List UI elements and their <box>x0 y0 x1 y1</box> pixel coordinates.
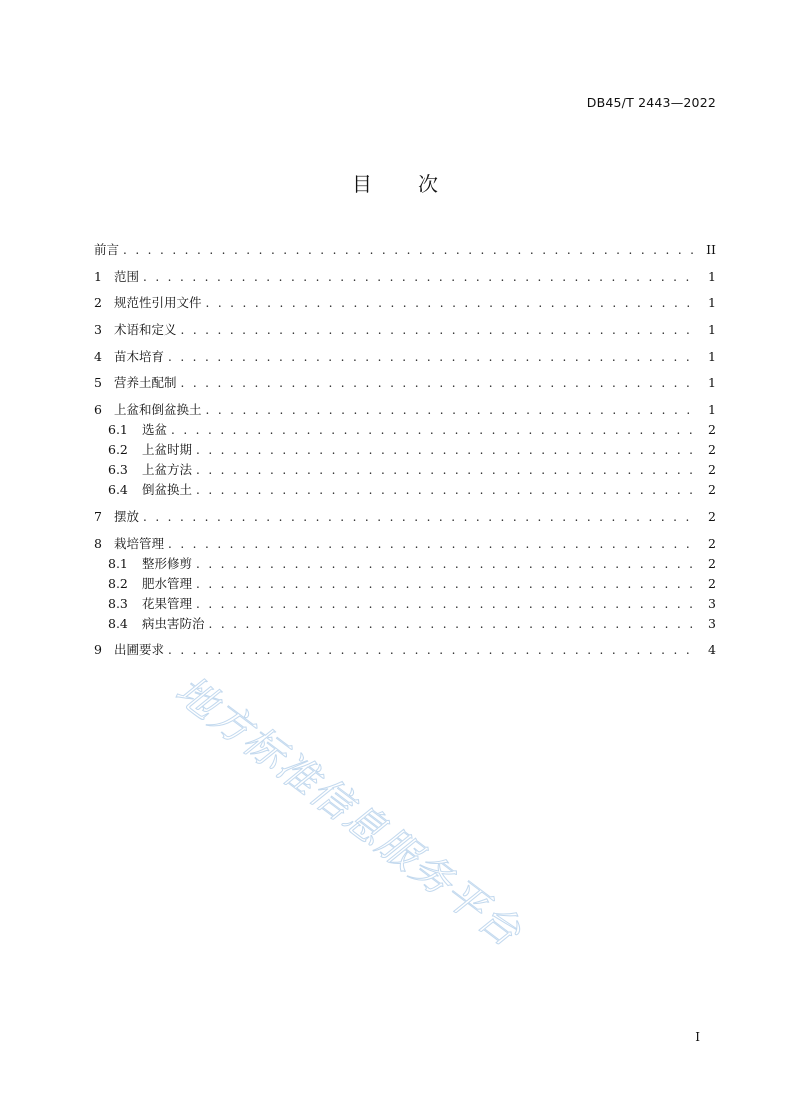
toc-entry-number: 9 <box>94 642 102 658</box>
toc-entry-page: 2 <box>708 508 716 524</box>
toc-entry-label: 选盆 <box>142 422 168 438</box>
toc-entry-label: 倒盆换土 <box>142 482 193 498</box>
toc-entry-label: 栽培管理 <box>114 535 165 551</box>
toc-entry-label: 病虫害防治 <box>142 615 205 631</box>
toc-title <box>0 168 792 197</box>
toc-entry-page: 1 <box>708 295 716 311</box>
toc-entry-label: 摆放 <box>114 508 140 524</box>
toc-entry-number: 8.1 <box>108 555 128 571</box>
document-code: DB45/T 2443—2022 <box>586 95 716 110</box>
toc-entry-number: 5 <box>94 375 102 391</box>
toc-entry[interactable] <box>94 347 716 367</box>
toc-entry[interactable] <box>94 594 716 614</box>
toc-entry-number: 7 <box>94 508 102 524</box>
toc-dot-leader <box>171 420 698 440</box>
toc-entry-page: 2 <box>708 482 716 498</box>
toc-entry[interactable] <box>94 267 716 287</box>
toc-entry[interactable] <box>94 460 716 480</box>
toc-entry-page: 2 <box>708 555 716 571</box>
toc-entry[interactable] <box>94 554 716 574</box>
toc-entry[interactable] <box>94 480 716 500</box>
toc-entry-page: 2 <box>708 462 716 478</box>
toc-entry[interactable] <box>94 640 716 660</box>
toc-entry-label: 肥水管理 <box>142 575 193 591</box>
toc-entry-label: 术语和定义 <box>114 322 177 338</box>
toc-entry-page: 1 <box>708 322 716 338</box>
toc-entry[interactable] <box>94 400 716 420</box>
toc-title-char-1: 目 <box>352 172 374 196</box>
toc-entry[interactable] <box>94 440 716 460</box>
toc-entry-number: 3 <box>94 322 102 338</box>
toc-entry[interactable] <box>94 293 716 313</box>
toc-dot-leader <box>143 267 698 287</box>
toc-title-char-2: 次 <box>418 172 440 196</box>
toc-entry[interactable] <box>94 320 716 340</box>
toc-entry-page: 1 <box>708 402 716 418</box>
toc-dot-leader <box>196 594 698 614</box>
table-of-contents <box>94 240 716 660</box>
toc-entry-page: 4 <box>708 642 716 658</box>
toc-entry[interactable] <box>94 574 716 594</box>
toc-dot-leader <box>196 574 698 594</box>
toc-entry-label: 整形修剪 <box>142 555 193 571</box>
toc-entry[interactable] <box>94 534 716 554</box>
toc-entry-label: 范围 <box>114 268 140 284</box>
toc-dot-leader <box>181 320 698 340</box>
toc-entry-page: 1 <box>708 375 716 391</box>
toc-entry-label: 花果管理 <box>142 595 193 611</box>
toc-entry-page: 3 <box>708 595 716 611</box>
toc-dot-leader <box>209 614 698 634</box>
toc-entry-label: 上盆方法 <box>142 462 193 478</box>
toc-entry[interactable] <box>94 507 716 527</box>
toc-entry-page: 2 <box>708 535 716 551</box>
toc-entry-number: 4 <box>94 348 102 364</box>
toc-entry-page: II <box>706 242 716 257</box>
toc-entry-number: 1 <box>94 268 102 284</box>
toc-entry-label: 规范性引用文件 <box>114 295 202 311</box>
toc-dot-leader <box>196 480 698 500</box>
toc-entry-label: 前言 <box>94 242 120 257</box>
toc-dot-leader <box>181 373 698 393</box>
toc-entry-number: 6.1 <box>108 422 128 438</box>
toc-entry-number: 8.4 <box>108 615 128 631</box>
toc-entry-label: 营养土配制 <box>114 375 177 391</box>
toc-entry-page: 1 <box>708 268 716 284</box>
toc-dot-leader <box>123 240 698 260</box>
toc-dot-leader <box>206 293 698 313</box>
toc-entry-page: 3 <box>708 615 716 631</box>
toc-dot-leader <box>196 554 698 574</box>
toc-entry[interactable] <box>94 420 716 440</box>
toc-dot-leader <box>143 507 698 527</box>
toc-entry-label: 出圃要求 <box>114 642 165 658</box>
toc-dot-leader <box>196 440 698 460</box>
toc-entry-label: 上盆和倒盆换土 <box>114 402 202 418</box>
toc-entry-page: 2 <box>708 422 716 438</box>
toc-entry-number: 6.4 <box>108 482 128 498</box>
page-number: I <box>695 1030 700 1044</box>
toc-entry[interactable] <box>94 373 716 393</box>
toc-entry-number: 2 <box>94 295 102 311</box>
toc-entry-label: 上盆时期 <box>142 442 193 458</box>
toc-entry[interactable] <box>94 614 716 634</box>
toc-entry-number: 6.2 <box>108 442 128 458</box>
toc-entry-page: 1 <box>708 348 716 364</box>
toc-entry-label: 苗木培育 <box>114 348 165 364</box>
toc-dot-leader <box>168 640 698 660</box>
toc-entry-number: 8 <box>94 535 102 551</box>
toc-dot-leader <box>206 400 698 420</box>
toc-entry-number: 8.3 <box>108 595 128 611</box>
toc-entry-page: 2 <box>708 575 716 591</box>
toc-entry[interactable] <box>94 240 716 260</box>
watermark: 地方标准信息服务平台 <box>166 667 531 957</box>
toc-entry-page: 2 <box>708 442 716 458</box>
toc-entry-number: 8.2 <box>108 575 128 591</box>
toc-entry-number: 6.3 <box>108 462 128 478</box>
toc-dot-leader <box>168 347 698 367</box>
toc-dot-leader <box>196 460 698 480</box>
toc-entry-number: 6 <box>94 402 102 418</box>
toc-dot-leader <box>168 534 698 554</box>
